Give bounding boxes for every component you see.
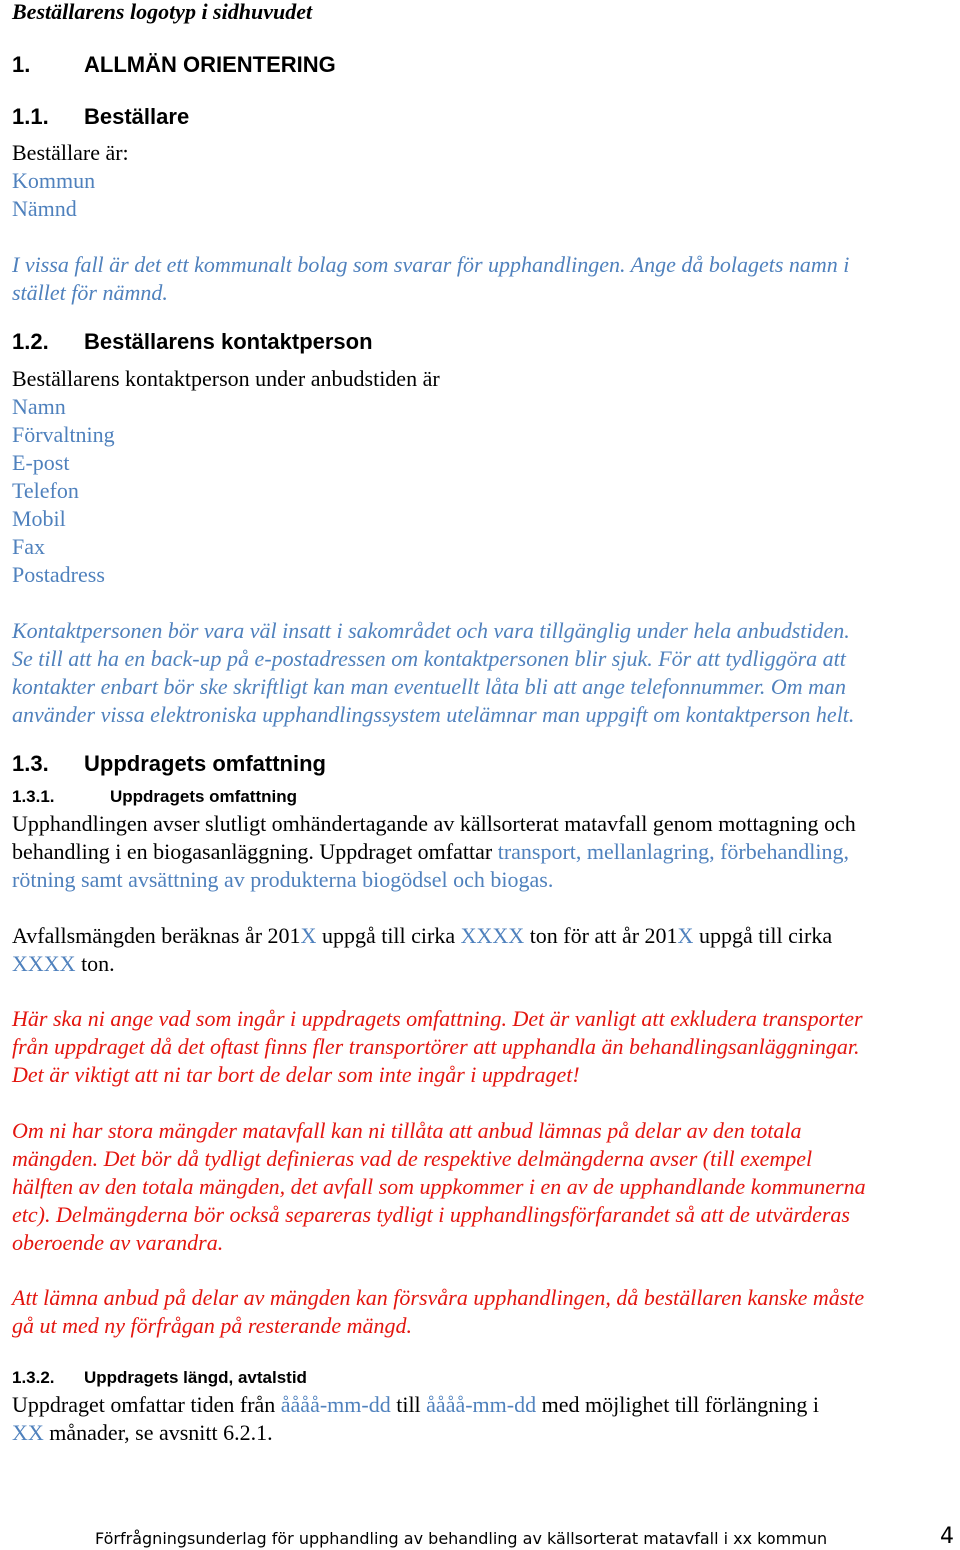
section-1-3-1-heading: 1.3.1. Uppdragets omfattning [12,787,297,806]
s12-item: Fax [12,534,45,559]
s13-red-note-line: oberoende av varandra. [12,1230,224,1255]
s13-red-note-line: Att lämna anbud på delar av mängden kan försvåra upphandlingen, då beställaren kanske måste [12,1285,865,1310]
s12-item: Förvaltning [12,422,115,447]
s13-red-note-line: hälften av den totala mängden, det avfall som uppkommer i en av de upphandlande kommunerna [12,1174,866,1199]
section-1-2-heading: 1.2. Beställarens kontaktperson [12,329,373,354]
s13-red-note-line: Här ska ni ange vad som ingår i uppdragets omfattning. Det är vanligt att exkludera transporter [12,1006,863,1031]
s12-note-line: kontakter enbart bör ske skriftligt kan man eventuellt låta bli att ange telefonnummer. Om man [12,674,847,699]
s13-red-note-line: etc). Delmängderna bör också separeras tydligt i upphandlingsförfarandet så att de utvärderas [12,1202,850,1227]
s12-note-line: Kontaktpersonen bör vara väl insatt i sakområdet och vara tillgänglig under hela anbudstiden. [12,618,850,643]
s13-red-note-line: Det är viktigt att ni tar bort de delar som inte ingår i uppdraget! [12,1062,580,1087]
s11-item-namnd: Nämnd [12,196,77,221]
section-1-heading: 1. ALLMÄN ORIENTERING [12,52,336,77]
page-footer: Förfrågningsunderlag för upphandling av behandling av källsorterat matavfall i xx kommun [95,1529,828,1548]
s13-red-note-line: gå ut med ny förfrågan på resterande mängd. [12,1313,413,1338]
s12-item: Mobil [12,506,66,531]
s13-p2-line: XXXX ton. [12,951,115,976]
s13-p1-line: Upphandlingen avser slutligt omhändertagande av källsorterat matavfall genom mottagning och [12,811,856,836]
s13-p3-line: XX månader, se avsnitt 6.2.1. [12,1420,273,1445]
s13-p1-line: rötning samt avsättning av produkterna biogödsel och biogas. [12,867,554,892]
s11-note-line: I vissa fall är det ett kommunalt bolag som svarar för upphandlingen. Ange då bolagets namn i [12,252,850,277]
s12-note-line: använder vissa elektroniska upphandlingssystem utelämnar man uppgift om kontaktperson helt. [12,702,855,727]
s11-intro: Beställare är: [12,140,129,165]
s13-red-note-line: från uppdraget då det oftast finns fler transportörer att upphandla än behandlingsanläggningar. [12,1034,860,1059]
section-1-1-heading: 1.1. Beställare [12,104,190,129]
s13-red-note-line: mängden. Det bör då tydligt definieras vad de respektive delmängderna avser (till exempel [12,1146,813,1171]
page-number: 4 [940,1524,954,1549]
s12-item: Telefon [12,478,79,503]
section-1-3-heading: 1.3. Uppdragets omfattning [12,751,326,776]
section-1-3-2-heading: 1.3.2. Uppdragets längd, avtalstid [12,1368,307,1387]
s13-red-note-line: Om ni har stora mängder matavfall kan ni tillåta att anbud lämnas på delar av den totala [12,1118,802,1143]
s13-p3-line: Uppdraget omfattar tiden från åååå-mm-dd till åååå-mm-dd med möjlighet till förlängning i [12,1392,820,1417]
s12-item: Namn [12,394,66,419]
s12-note-line: Se till att ha en back-up på e-postadressen om kontaktpersonen blir sjuk. För att tydliggöra att [12,646,846,671]
s11-item-kommun: Kommun [12,168,96,193]
s12-item: E-post [12,450,70,475]
s11-note-line: stället för nämnd. [12,280,168,305]
s13-p1-line: behandling i en biogasanläggning. Uppdraget omfattar transport, mellanlagring, förbehandling, [12,839,849,864]
s13-p2-line: Avfallsmängden beräknas år 201X uppgå till cirka XXXX ton för att år 201X uppgå till cirka [12,923,833,948]
s12-intro: Beställarens kontaktperson under anbudstiden är [12,366,440,391]
s12-item: Postadress [12,562,105,587]
header-logo-placeholder: Beställarens logotyp i sidhuvudet [12,0,313,24]
